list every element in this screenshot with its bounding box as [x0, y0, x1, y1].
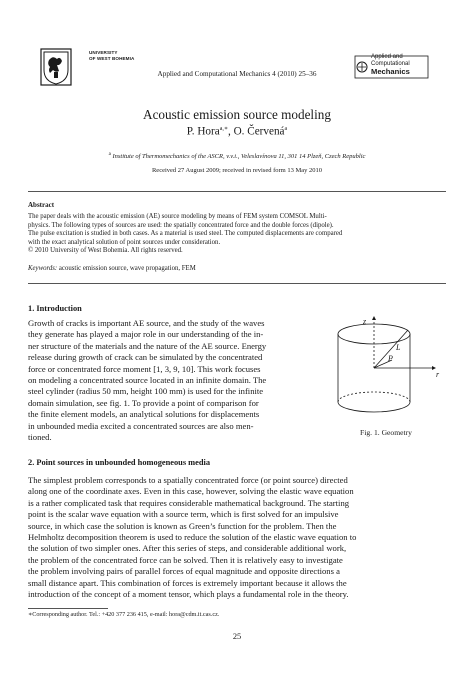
figure-geometry-cylinder: [326, 314, 446, 422]
label-r: r: [436, 370, 440, 379]
keywords: Keywords: acoustic emission source, wave propagation, FEM: [28, 265, 196, 272]
label-L: L: [396, 343, 401, 352]
university-logo: [40, 48, 86, 86]
introduction-paragraph: Growth of cracks is important AE source, and the study of the waves they generate has played a major role in our understanding of the in- ner structure of the materials and the nature of the AE source. Energy release during growth of crack can be simulated by the concentrated force or concentrated force moment [1, 3, 9, 10]. This work focuses on modeling a concentrated source located in an infinite domain. The steel cylinder (radius 50 mm, height 100 mm) is used for the infinite domain simulation, see fig. 1. To provide a point of comparison for the finite element models, an analytical solutions for displacements in unbounded media excited a concentrated sources are also men- tioned.: [28, 318, 267, 443]
figure-caption: Fig. 1. Geometry: [360, 428, 412, 437]
footnote-rule: [28, 608, 108, 609]
page-number: 25: [232, 632, 242, 641]
abstract-heading: Abstract: [28, 201, 55, 209]
author-affiliation: $^a$ Institute of Thermomechanics of the ASCR, v.v.i., Veleslavínova 11, 301 14 Plzeň, Czech Republic: [108, 152, 366, 161]
journal-citation: Applied and Computational Mechanics 4 (2010) 25–36: [157, 70, 317, 78]
corresponding-author-footnote: ∗Corresponding author. Tel.: +420 377 236 415, e-mail: hora@cdm.it.cas.cz.: [28, 611, 220, 618]
abstract-top-rule: [28, 191, 446, 192]
label-z: z: [363, 317, 367, 326]
paper-authors: P. Hora$^{a,∗}$, O. Červená$^a$: [186, 125, 288, 138]
received-dates: Received 27 August 2009; received in revised form 13 May 2010: [151, 167, 323, 174]
cylinder-bottom-front: [338, 402, 410, 412]
paper-title: Acoustic emission source modeling: [143, 107, 331, 122]
section-heading-point-sources: 2. Point sources in unbounded homogeneous media: [28, 458, 211, 467]
section-heading-introduction: 1. Introduction: [28, 304, 82, 313]
z-axis-arrow-icon: [372, 316, 376, 320]
cylinder-bottom-back: [338, 392, 410, 402]
journal-logo-text: Applied and Computational Mechanics: [371, 54, 410, 76]
abstract-bottom-rule: [28, 283, 446, 284]
university-name: UNIVERSITY OF WEST BOHEMIA: [89, 50, 135, 61]
label-P: P: [388, 354, 393, 363]
abstract-text: The paper deals with the acoustic emission (AE) source modeling by means of FEM system COMSOL Multi- physics. The following types of sources are used: the spatially concentrated force and the double forces (dipole). The pulse excitation is studied in both cases. As a material is used steel. The computed displacements are compared with the exact analytical solution of point sources under consideration. © 2010 University of West Bohemia. All rights reserved.: [28, 213, 343, 254]
point-sources-paragraph: The simplest problem corresponds to a spatially concentrated force (or point source) directed along one of the coordinate axes. Even in this case, however, solving the elastic wave equation is a rather complicated task that requires considerable mathematical background. The starting point is the scalar wave equation with a source term, which is first solved for an impulsive source, in which case the solution is known as Green’s function for the problem. Then the Helmholtz decomposition theorem is used to reduce the solution of the elastic wave equation to the solution of two simpler ones. After this series of steps, and considerable additional work, the problem of the concentrated force can be solved. Then it is relatively easy to investigate the problem involving pairs of parallel forces of equal magnitude and opposite directions a small distance apart. This combination of forces is extremely important because it allows the introduction of the concept of a moment tensor, which plays a fundamental role in the theory.: [28, 475, 357, 600]
